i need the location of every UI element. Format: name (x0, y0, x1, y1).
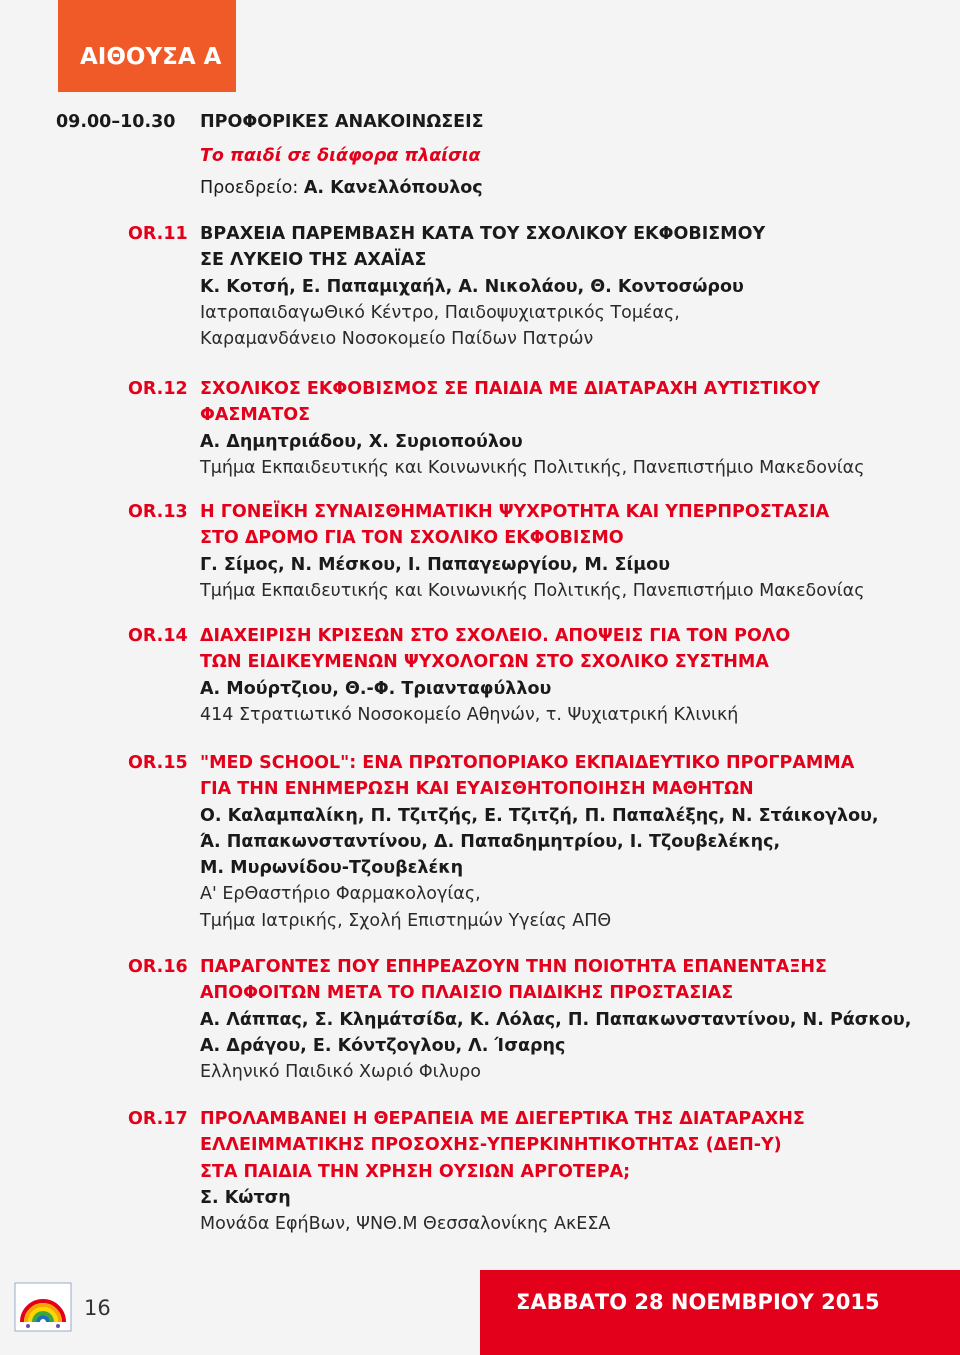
abstract-body (200, 623, 940, 728)
abstract-code: OR.11 (128, 224, 188, 244)
session-title: ΠΡΟΦΟΡΙΚΕΣ ΑΝΑΚΟΙΝΩΣΕΙΣ (200, 112, 484, 132)
abstract-authors-line: Α. Δράγου, Ε. Κόντζογλου, Λ. Ίσαρης (200, 1035, 566, 1056)
abstract-authors-line: Κ. Κοτσή, Ε. Παπαμιχαήλ, Α. Νικολάου, Θ. Κοντοσώρου (200, 276, 744, 297)
abstract-title-line: ΤΩΝ ΕΙΔΙΚΕΥΜΕΝΩΝ ΨΥΧΟΛΟΓΩΝ ΣΤΟ ΣΧΟΛΙΚΟ ΣΥΣΤΗΜΑ (200, 652, 769, 673)
abstract-affiliation-line: Τμήμα Ιατρικής, Σχολή Επιστημών Υγείας ΑΠΘ (200, 910, 612, 931)
abstract-title-line: Η ΓΟΝΕΪΚΗ ΣΥΝΑΙΣΘΗΜΑΤΙΚΗ ΨΥΧΡΟΤΗΤΑ ΚΑΙ ΥΠΕΡΠΡΟΣΤΑΣΙΑ (200, 502, 830, 522)
abstract-body (200, 750, 940, 934)
abstract-title-line: ΣΤΑ ΠΑΙΔΙΑ ΤΗΝ ΧΡΗΣΗ ΟΥΣΙΩΝ ΑΡΓΟΤΕΡΑ; (200, 1161, 631, 1182)
abstract-title-line: ΦΑΣΜΑΤΟΣ (200, 405, 311, 426)
abstract-affiliation-line: Μονάδα ΕφήΒων, ΨΝΘ.Μ Θεσσαλονίκης ΑκΕΣΑ (200, 1214, 611, 1235)
abstract-affiliation-line: 414 Στρατιωτικό Νοσοκομείο Αθηνών, τ. Ψυχιατρική Κλινική (200, 704, 739, 725)
abstract-title-line: ΣΧΟΛΙΚΟΣ ΕΚΦΟΒΙΣΜΟΣ ΣΕ ΠΑΙΔΙΑ ΜΕ ΔΙΑΤΑΡΑΧΗ ΑΥΤΙΣΤΙΚΟΥ (200, 379, 820, 399)
session-chair (200, 178, 483, 198)
abstract-body (200, 499, 940, 604)
abstract-title-line: ΣΤΟ ΔΡΟΜΟ ΓΙΑ ΤΟΝ ΣΧΟΛΙΚΟ ΕΚΦΟΒΙΣΜΟ (200, 528, 624, 549)
abstract-title-line: ΠΑΡΑΓΟΝΤΕΣ ΠΟΥ ΕΠΗΡΕΑΖΟΥΝ ΤΗΝ ΠΟΙΟΤΗΤΑ ΕΠΑΝΕΝΤΑΞΗΣ (200, 957, 827, 977)
hall-tab (58, 0, 236, 92)
footer-day-bar (480, 1270, 960, 1355)
abstract-authors-line: Α. Δημητριάδου, Χ. Συριοπούλου (200, 431, 523, 452)
abstract-code: OR.12 (128, 379, 188, 399)
abstract-code: OR.13 (128, 502, 188, 522)
abstract-body (200, 954, 940, 1085)
abstract-title-line: ΑΠΟΦΟΙΤΩΝ ΜΕΤΑ ΤΟ ΠΛΑΙΣΙΟ ΠΑΙΔΙΚΗΣ ΠΡΟΣΤΑΣΙΑΣ (200, 983, 734, 1004)
abstract-authors-line: Σ. Κώτση (200, 1187, 291, 1208)
abstract-authors-line: Ο. Καλαμπαλίκη, Π. Τζιτζής, Ε. Τζιτζή, Π. Παπαλέξης, Ν. Στάικογλου, (200, 805, 879, 826)
abstract-title-line: ΠΡΟΛΑΜΒΑΝΕΙ Η ΘΕΡΑΠΕΙΑ ΜΕ ΔΙΕΓΕΡΤΙΚΑ ΤΗΣ ΔΙΑΤΑΡΑΧΗΣ (200, 1109, 805, 1129)
abstract-affiliation-line: Ελληνικό Παιδικό Χωριό Φιλυρο (200, 1062, 481, 1083)
chair-name: Α. Κανελλόπουλος (303, 178, 483, 198)
abstract-title-line: ΕΛΛΕΙΜΜΑΤΙΚΗΣ ΠΡΟΣΟΧΗΣ-ΥΠΕΡΚΙΝΗΤΙΚΟΤΗΤΑΣ (ΔΕΠ-Υ) (200, 1135, 782, 1156)
abstract-authors-line: Γ. Σίμος, Ν. Μέσκου, Ι. Παπαγεωργίου, Μ. Σίμου (200, 554, 671, 575)
abstract-code: OR.15 (128, 753, 188, 773)
abstract-title-line: ΣΕ ΛΥΚΕΙΟ ΤΗΣ ΑΧΑΪΑΣ (200, 250, 427, 271)
abstract-affiliation-line: Καραμανδάνειο Νοσοκομείο Παίδων Πατρών (200, 329, 594, 350)
abstract-body (200, 221, 940, 352)
page-number: 16 (84, 1296, 111, 1320)
abstract-body (200, 1106, 940, 1237)
hall-label: ΑΙΘΟΥΣΑ Α (80, 44, 222, 70)
abstract-affiliation-line: Α' ΕρΘαστήριο Φαρμακολογίας, (200, 884, 481, 905)
abstract-authors-line: Α. Μούρτζιου, Θ.-Φ. Τριανταφύλλου (200, 678, 552, 699)
abstract-affiliation-line: Τμήμα Εκπαιδευτικής και Κοινωνικής Πολιτικής, Πανεπιστήμιο Μακεδονίας (200, 457, 865, 478)
footer-day-label: ΣΑΒΒΑΤΟ 28 ΝΟΕΜΒΡΙΟΥ 2015 (516, 1290, 880, 1314)
abstract-affiliation-line: ΙατροπαιδαγωΘικό Κέντρο, Παιδοψυχιατρικός Τομέας, (200, 302, 680, 323)
abstract-code: OR.17 (128, 1109, 188, 1129)
abstract-code: OR.14 (128, 626, 188, 646)
abstract-title-line: "MED SCHOOL": ΕΝΑ ΠΡΩΤΟΠΟΡΙΑΚΟ ΕΚΠΑΙΔΕΥΤΙΚΟ ΠΡΟΓΡΑΜΜΑ (200, 753, 855, 773)
chair-label: Προεδρείο: (200, 178, 299, 198)
abstract-title-line: ΔΙΑΧΕΙΡΙΣΗ ΚΡΙΣΕΩΝ ΣΤΟ ΣΧΟΛΕΙΟ. ΑΠΟΨΕΙΣ ΓΙΑ ΤΟΝ ΡΟΛΟ (200, 626, 791, 646)
session-time: 09.00–10.30 (56, 112, 176, 132)
abstract-authors-line: Ά. Παπακωνσταντίνου, Δ. Παπαδημητρίου, Ι. Τζουβελέκης, (200, 831, 781, 852)
abstract-title-line: ΒΡΑΧΕΙΑ ΠΑΡΕΜΒΑΣΗ ΚΑΤΑ ΤΟΥ ΣΧΟΛΙΚΟΥ ΕΚΦΟΒΙΣΜΟΥ (200, 224, 766, 244)
session-theme: Το παιδί σε διάφορα πλαίσια (200, 146, 481, 166)
abstract-authors-line: Α. Λάππας, Σ. Κλημάτσίδα, Κ. Λόλας, Π. Παπακωνσταντίνου, Ν. Ράσκου, (200, 1009, 912, 1030)
abstract-body (200, 376, 940, 481)
rainbow-logo-icon (14, 1282, 72, 1332)
abstract-title-line: ΓΙΑ ΤΗΝ ΕΝΗΜΕΡΩΣΗ ΚΑΙ ΕΥΑΙΣΘΗΤΟΠΟΙΗΣΗ ΜΑΘΗΤΩΝ (200, 779, 754, 800)
abstract-authors-line: Μ. Μυρωνίδου-Τζουβελέκη (200, 858, 464, 879)
abstract-affiliation-line: Τμήμα Εκπαιδευτικής και Κοινωνικής Πολιτικής, Πανεπιστήμιο Μακεδονίας (200, 580, 865, 601)
abstract-code: OR.16 (128, 957, 188, 977)
